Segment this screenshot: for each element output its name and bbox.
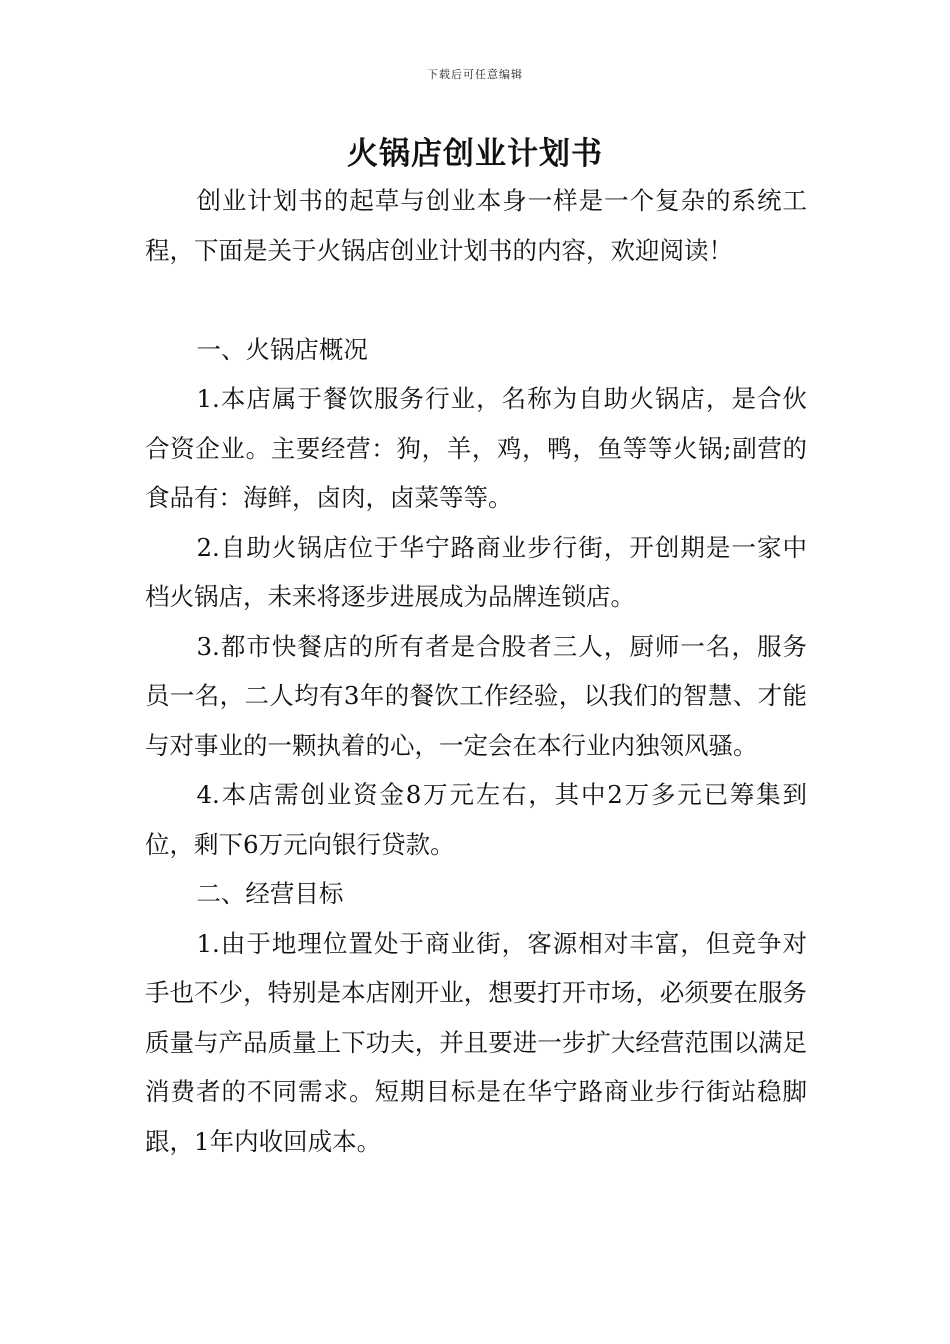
header-note: 下载后可任意编辑 — [427, 68, 523, 81]
document-title: 火锅店创业计划书 — [347, 136, 603, 172]
document-body — [145, 176, 807, 1166]
section-heading-overview: 一、火锅店概况 — [196, 334, 368, 364]
blank-line — [145, 275, 807, 325]
section-heading-goals: 二、经营目标 — [196, 879, 344, 908]
overview-paragraph-4: 4.本店需创业资金8万元左右，其中2万多元已筹集到位，剩下6万元向银行贷款。 — [145, 780, 807, 859]
overview-paragraph-3: 3.都市快餐店的所有者是合股者三人，厨师一名，服务员一名，二人均有3年的餐饮工作经验，以我们的智慧、才能与对事业的一颗执着的心，一定会在本行业内独领风骚。 — [145, 631, 807, 760]
overview-paragraph-1: 1.本店属于餐饮服务行业，名称为自助火锅店，是合伙合资企业。主要经营：狗，羊，鸡，鸭，鱼等等火锅;副营的食品有：海鲜，卤肉，卤菜等等。 — [145, 384, 807, 512]
intro-paragraph: 创业计划书的起草与创业本身一样是一个复杂的系统工程，下面是关于火锅店创业计划书的内容，欢迎阅读！ — [145, 186, 807, 265]
overview-paragraph-2: 2.自助火锅店位于华宁路商业步行街，开创期是一家中档火锅店，未来将逐步进展成为品牌连锁店。 — [145, 532, 807, 611]
goals-paragraph-1: 1.由于地理位置处于商业街，客源相对丰富，但竞争对手也不少，特别是本店刚开业，想要打开市场，必须要在服务质量与产品质量上下功夫，并且要进一步扩大经营范围以满足消费者的不同需求。短期目标是在华宁路商业步行街站稳脚跟，1年内收回成本。 — [145, 928, 807, 1156]
